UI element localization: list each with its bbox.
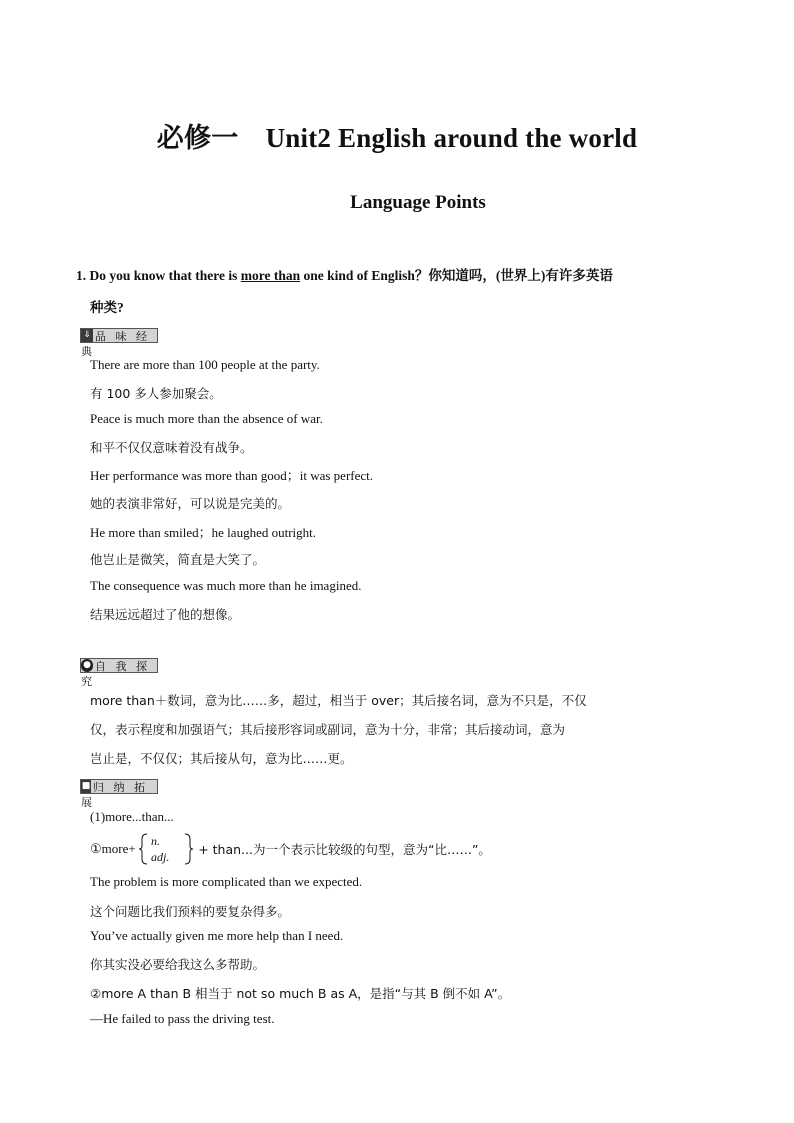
- example-en: Her performance was more than good；it was perfect.: [90, 468, 373, 483]
- extend-example-zh: 你其实没必要给我这么多帮助。: [90, 957, 266, 972]
- question-line-2: 种类?: [90, 300, 124, 315]
- section-tag-extend: [80, 779, 158, 809]
- square-bullet-icon: ■: [81, 781, 91, 791]
- extend-dialog-line: —He failed to pass the driving test.: [90, 1011, 275, 1026]
- section-tag-explore-label: 自 我 探 究: [81, 660, 150, 688]
- example-zh: 他岂止是微笑，简直是大笑了。: [90, 552, 266, 567]
- explore-text-line: more than＋数词，意为比……多，超过，相当于 over；其后接名词，意为不只是，不仅: [90, 693, 587, 708]
- question-number: 1.: [76, 268, 87, 283]
- extend-example-en: The problem is more complicated than we expected.: [90, 874, 363, 889]
- extend-example-en: You’ve actually given me more help than I need.: [90, 928, 344, 943]
- section-tag-extend-label: 归 纳 拓 展: [81, 781, 148, 809]
- explore-text-line: 岂止是，不仅仅；其后接从句，意为比……更。: [90, 751, 353, 766]
- example-en: He more than smiled；he laughed outright.: [90, 525, 317, 540]
- formula-top: n.: [150, 834, 160, 848]
- example-zh: 她的表演非常好，可以说是完美的。: [90, 496, 291, 511]
- question-text-before: Do you know that there is: [89, 268, 241, 283]
- formula-bottom: adj.: [150, 850, 170, 864]
- example-zh: 和平不仅仅意味着没有战争。: [90, 440, 253, 455]
- page-title: 必修一 Unit2 English around the world: [156, 123, 638, 153]
- example-en: Peace is much more than the absence of war.: [90, 411, 323, 426]
- circle-bullet-icon: ●: [81, 659, 93, 672]
- example-zh: 有 100 多人参加聚会。: [90, 386, 222, 401]
- down-arrow-icon: ⇓: [81, 329, 93, 342]
- formula-suffix: + than...为一个表示比较级的句型，意为“比……”。: [198, 842, 491, 857]
- example-en: The consequence was much more than he imagined.: [90, 578, 362, 593]
- formula-prefix: ①more+: [90, 841, 136, 856]
- page-subtitle: Language Points: [350, 192, 486, 213]
- extend-point-2: ②more A than B 相当于 not so much B as A，是指“与其 B 倒不如 A”。: [90, 986, 511, 1001]
- question-keyword: more than: [240, 268, 301, 283]
- section-tag-classic-label: 品 味 经 典: [81, 330, 150, 358]
- question-line-1: [76, 264, 613, 284]
- explore-text-line: 仅，表示程度和加强语气；其后接形容词或副词，意为十分，非常；其后接动词，意为: [90, 722, 566, 737]
- question-text-after: one kind of English？你知道吗，(世界上)有许多英语: [300, 268, 613, 283]
- section-tag-classic: [80, 328, 158, 358]
- example-en: There are more than 100 people at the party.: [90, 357, 320, 372]
- extend-heading: (1)more...than...: [90, 809, 174, 824]
- formula-line: [90, 832, 491, 866]
- formula-braces: [139, 832, 195, 866]
- section-tag-explore: [80, 658, 158, 688]
- extend-example-zh: 这个问题比我们预料的要复杂得多。: [90, 904, 291, 919]
- example-zh: 结果远远超过了他的想像。: [90, 607, 241, 622]
